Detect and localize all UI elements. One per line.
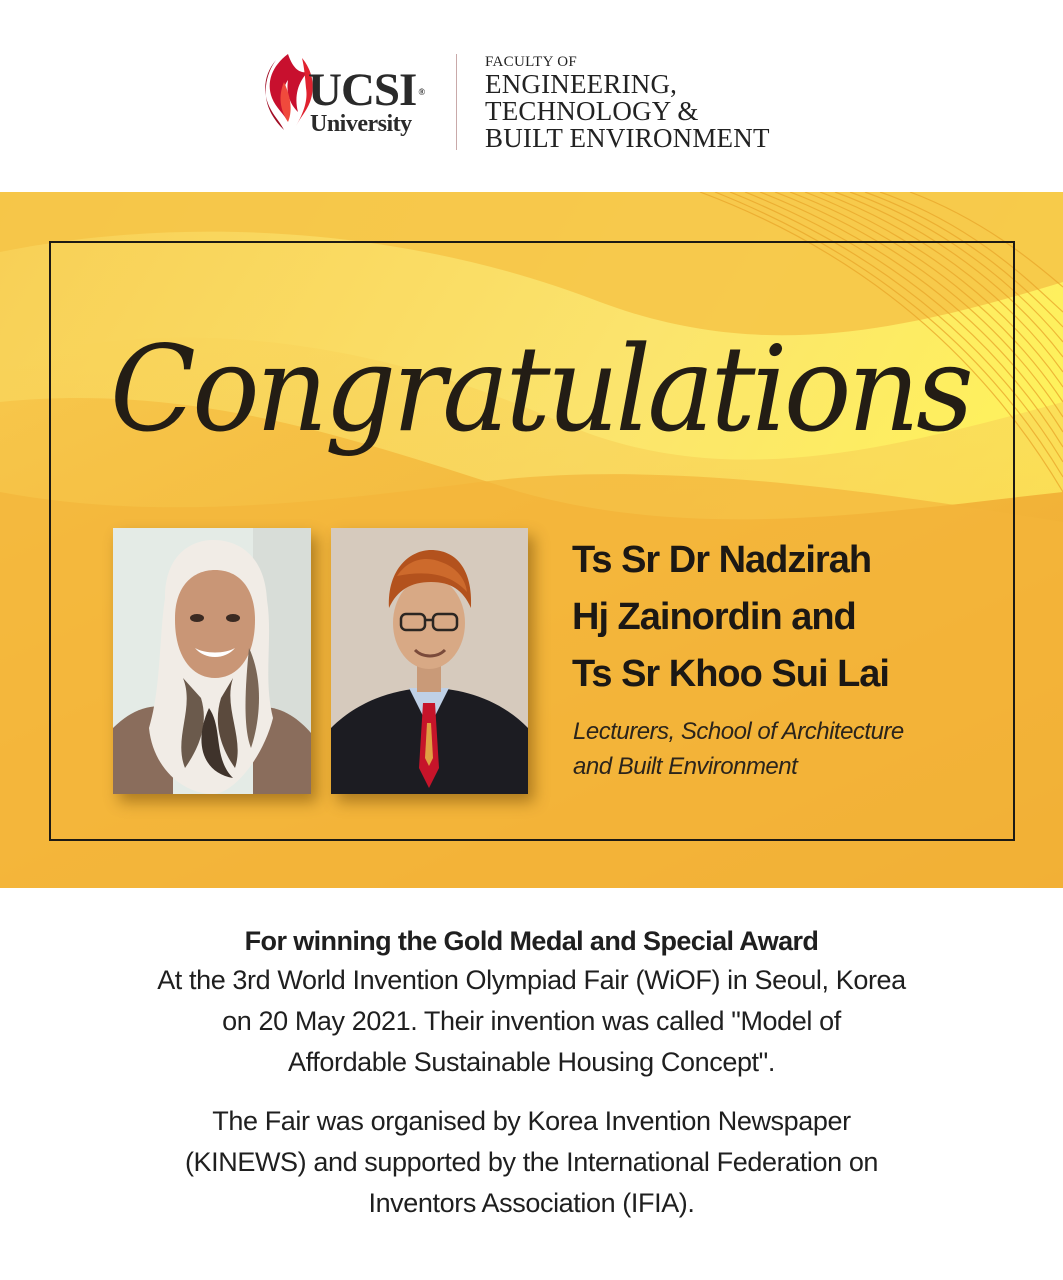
- university-subtitle: University: [310, 111, 412, 137]
- congratulations-banner: [0, 192, 1063, 888]
- honoree-name-line: Ts Sr Khoo Sui Lai: [572, 653, 889, 695]
- university-wordmark: [308, 64, 448, 137]
- award-paragraph-2: [0, 1101, 1063, 1224]
- header-divider: [456, 54, 457, 150]
- award-details: [0, 922, 1063, 1224]
- registered-mark: ®: [418, 87, 425, 97]
- faculty-of-label: FACULTY OF: [485, 54, 578, 70]
- honoree-photo-1: [113, 528, 311, 794]
- honoree-name-line: Hj Zainordin and: [572, 596, 856, 638]
- university-name: UCSI ®: [308, 64, 425, 116]
- role-line: and Built Environment: [573, 753, 798, 780]
- honoree-role: [573, 714, 1013, 784]
- faculty-line: TECHNOLOGY &: [485, 96, 699, 126]
- congratulations-heading: [90, 280, 990, 480]
- honoree-name-line: Ts Sr Dr Nadzirah: [572, 539, 872, 581]
- role-line: Lecturers, School of Architecture: [573, 718, 904, 745]
- paragraph-line: on 20 May 2021. Their invention was called "Model of: [222, 1006, 841, 1036]
- faculty-line: ENGINEERING,: [485, 69, 678, 99]
- heading-text: Congratulations: [110, 320, 971, 458]
- paragraph-line: The Fair was organised by Korea Invention Newspaper: [212, 1106, 851, 1136]
- header: [0, 0, 1063, 192]
- paragraph-line: Inventors Association (IFIA).: [368, 1188, 695, 1218]
- faculty-line: BUILT ENVIRONMENT: [485, 123, 770, 153]
- award-heading: For winning the Gold Medal and Special Award: [244, 926, 819, 956]
- honoree-photo-2: [331, 528, 528, 794]
- paragraph-line: Affordable Sustainable Housing Concept".: [288, 1047, 775, 1077]
- paragraph-line: (KINEWS) and supported by the International Federation on: [184, 1147, 879, 1177]
- faculty-name: [485, 54, 770, 152]
- award-paragraph-1: [0, 960, 1063, 1083]
- paragraph-line: At the 3rd World Invention Olympiad Fair (WiOF) in Seoul, Korea: [157, 965, 906, 995]
- honoree-names: [572, 532, 1012, 703]
